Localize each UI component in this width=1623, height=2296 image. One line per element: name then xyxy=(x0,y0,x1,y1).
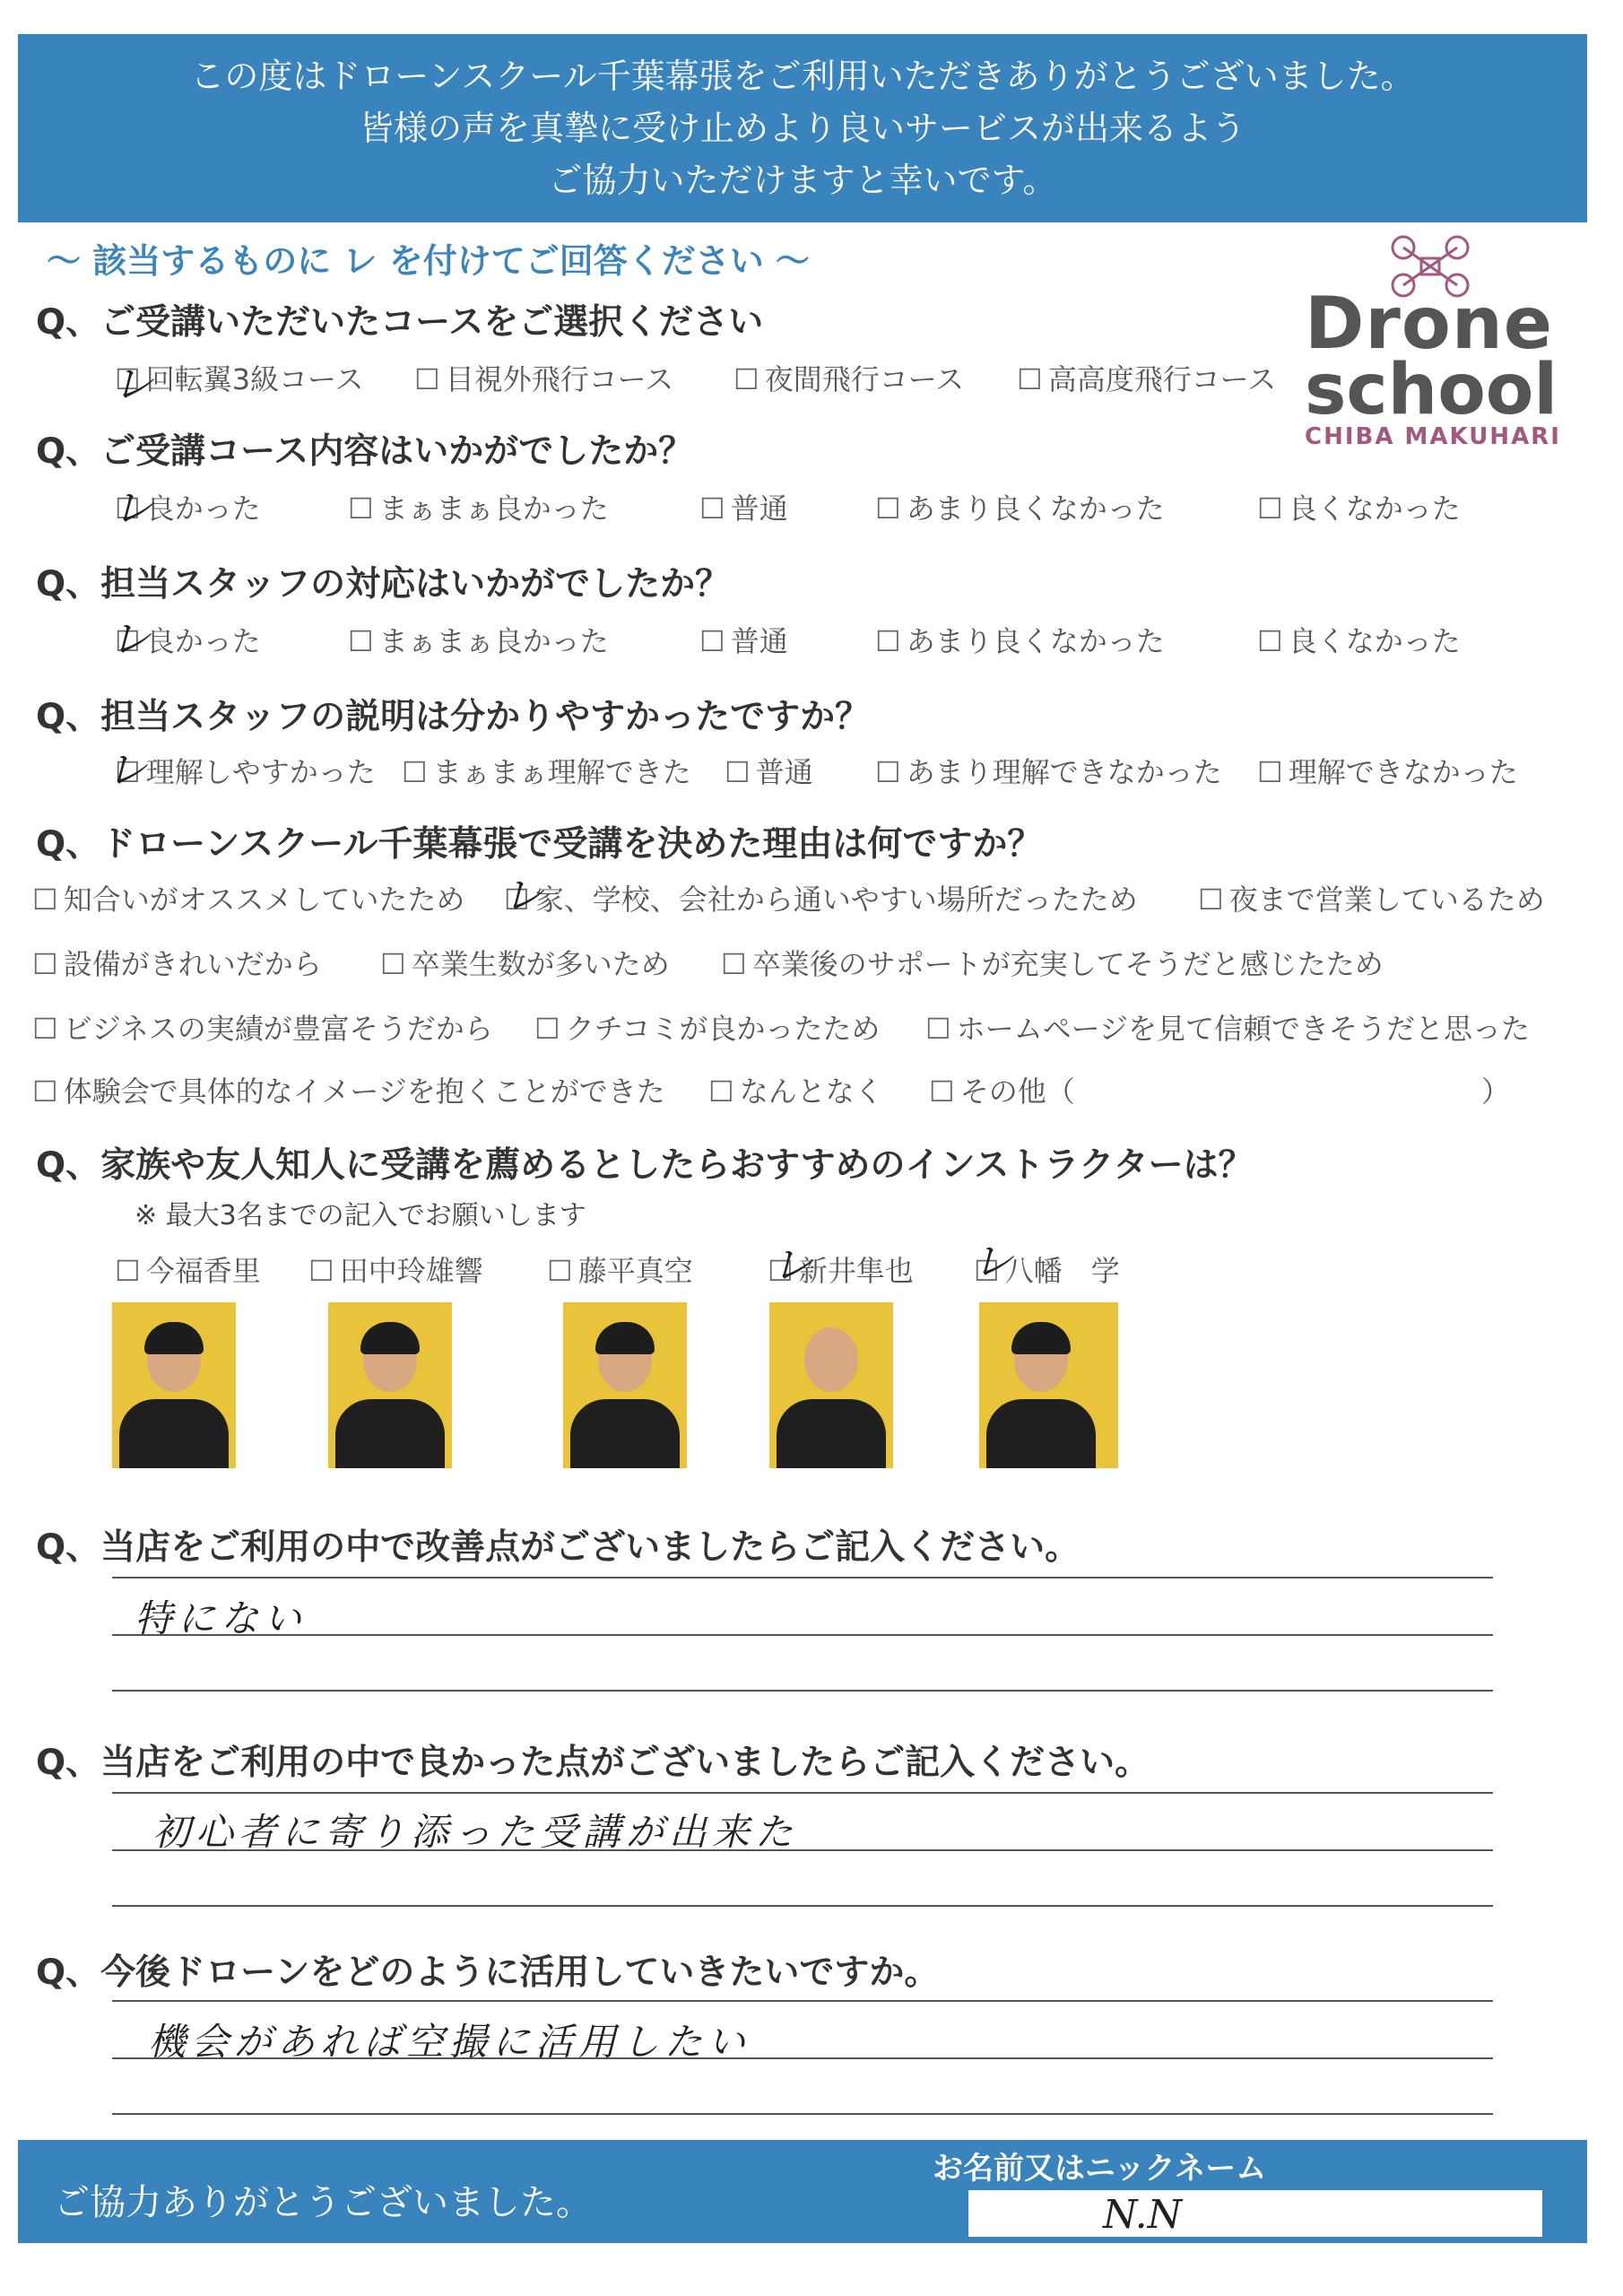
reason-convenient-location[interactable]: ☐ 家、学校、会社から通いやすい場所だったため xyxy=(504,877,1138,918)
footer-banner xyxy=(18,2140,1587,2243)
option-not-very-good[interactable]: ☐ あまり良くなかった xyxy=(875,619,1165,660)
option-night[interactable]: ☐ 夜間飛行コース xyxy=(733,357,964,398)
reason-support[interactable]: ☐ 卒業後のサポートが充実してそうだと感じたため xyxy=(721,942,1384,983)
instructor-photo-5 xyxy=(979,1302,1118,1468)
reason-open-late[interactable]: ☐ 夜まで営業しているため xyxy=(1198,877,1545,918)
question-reason: Q、ドローンスクール千葉幕張で受講を決めた理由は何ですか？ xyxy=(36,824,1043,865)
option-not-good[interactable]: ☐ 良くなかった xyxy=(1257,486,1461,527)
option-average[interactable]: ☐ 普通 xyxy=(699,486,788,527)
reason-other-close: ） xyxy=(1481,1074,1511,1109)
question-staff-response: Q、担当スタッフの対応はいかがでしたか？ xyxy=(36,564,731,604)
instructor-option-5[interactable]: ☐ 八幡 学 xyxy=(974,1248,1120,1290)
option-rotor-3rd[interactable]: ☐ 回転翼3級コース xyxy=(115,357,363,398)
reason-no-reason[interactable]: ☐ なんとなく xyxy=(708,1069,883,1110)
question-future-use: Q、今後ドローンをどのように活用していきたいですか。 xyxy=(36,1952,940,1993)
name-field[interactable] xyxy=(968,2190,1542,2237)
instruction-text: ～ 該当するものに レ を付けてご回答ください ～ xyxy=(47,241,810,281)
question-improvement: Q、当店をご利用の中で改善点がございましたらご記入ください。 xyxy=(36,1527,1081,1568)
instructor-option-4[interactable]: ☐ 新井隼也 xyxy=(768,1248,914,1290)
reason-many-graduates[interactable]: ☐ 卒業生数が多いため xyxy=(380,942,670,983)
logo-drone-word: Drone xyxy=(1305,282,1554,365)
option-easy-understand[interactable]: ☐ 理解しやすかった xyxy=(115,750,376,791)
instructor-photo-4 xyxy=(769,1302,893,1468)
header-line-2: 皆様の声を真摯に受け止めより良いサービスが出来るよう xyxy=(359,109,1245,148)
option-not-good[interactable]: ☐ 良くなかった xyxy=(1257,619,1461,660)
question-instructor: Q、家族や友人知人に受講を薦めるとしたらおすすめのインストラクターは？ xyxy=(36,1145,1254,1186)
instructor-option-1[interactable]: ☐ 今福香里 xyxy=(115,1248,261,1290)
instructor-photo-1 xyxy=(112,1302,236,1468)
logo-school-word: school xyxy=(1305,350,1558,430)
instructor-option-3[interactable]: ☐ 藤平真空 xyxy=(547,1248,693,1290)
option-good[interactable]: ☐ 良かった xyxy=(115,486,261,527)
header-line-3: ご協力いただけますと幸いです。 xyxy=(548,161,1057,200)
answer-line xyxy=(112,1792,1493,1794)
option-not-understand[interactable]: ☐ 理解できなかった xyxy=(1257,750,1518,791)
answer-line xyxy=(112,2057,1493,2059)
checkmark: レ xyxy=(106,745,147,794)
option-fairly-understand[interactable]: ☐ まぁまぁ理解できた xyxy=(402,750,691,791)
checkmark: レ xyxy=(112,483,153,532)
footer-thanks: ご協力ありがとうございました。 xyxy=(54,2182,592,2223)
answer-line xyxy=(112,1577,1493,1578)
reason-clean-facility[interactable]: ☐ 設備がきれいだから xyxy=(32,942,322,983)
option-not-very-good[interactable]: ☐ あまり良くなかった xyxy=(875,486,1165,527)
drone-school-logo xyxy=(1300,235,1561,459)
checkmark: レ xyxy=(771,1240,812,1289)
answer-good-points: 初心者に寄り添った受講が出来た xyxy=(152,1810,799,1854)
option-hardly-understand[interactable]: ☐ あまり理解できなかった xyxy=(875,750,1222,791)
option-average[interactable]: ☐ 普通 xyxy=(699,619,788,660)
reason-reviews[interactable]: ☐ クチコミが良かったため xyxy=(534,1006,880,1048)
instructor-option-2[interactable]: ☐ 田中玲雄響 xyxy=(308,1248,483,1290)
instructor-photo-3 xyxy=(563,1302,687,1468)
checkmark: レ xyxy=(502,871,543,919)
checkmark: レ xyxy=(972,1237,1013,1285)
instructor-note: ※ 最大3名までの記入でお願いします xyxy=(135,1200,586,1231)
instructor-photo-2 xyxy=(328,1302,452,1468)
checkmark: レ xyxy=(109,614,151,663)
header-banner xyxy=(18,34,1587,222)
answer-line xyxy=(112,1634,1493,1636)
option-bvlos[interactable]: ☐ 目視外飛行コース xyxy=(414,357,673,398)
option-fairly-good[interactable]: ☐ まぁまぁ良かった xyxy=(348,619,609,660)
logo-location: CHIBA MAKUHARI xyxy=(1305,423,1561,450)
reason-other[interactable]: ☐ その他（ xyxy=(929,1069,1075,1110)
header-line-1: この度はドローンスクール千葉幕張をご利用いただきありがとうございました。 xyxy=(190,57,1415,96)
answer-line xyxy=(112,1849,1493,1851)
answer-future-use: 機会があれば空撮に活用したい xyxy=(148,2020,751,2064)
reason-business-record[interactable]: ☐ ビジネスの実績が豊富そうだから xyxy=(32,1006,493,1048)
question-staff-explanation: Q、担当スタッフの説明は分かりやすかったですか？ xyxy=(36,697,871,737)
answer-line xyxy=(112,2113,1493,2115)
option-fairly-good[interactable]: ☐ まぁまぁ良かった xyxy=(348,486,609,527)
option-good[interactable]: ☐ 良かった xyxy=(115,619,261,660)
option-average[interactable]: ☐ 普通 xyxy=(725,750,813,791)
answer-line xyxy=(112,1905,1493,1907)
name-value: N.N xyxy=(1103,2192,1183,2238)
checkmark: レ xyxy=(112,360,153,408)
reason-recommended[interactable]: ☐ 知合いがオススメしていたため xyxy=(32,877,464,918)
name-label: お名前又はニックネーム xyxy=(933,2151,1267,2187)
reason-website[interactable]: ☐ ホームページを見て信頼できそうだと思った xyxy=(925,1006,1530,1048)
question-course-content: Q、ご受講コース内容はいかがでしたか？ xyxy=(36,431,694,472)
question-course: Q、ご受講いただいたコースをご選択ください xyxy=(36,302,764,343)
question-good-points: Q、当店をご利用の中で良かった点がございましたらご記入ください。 xyxy=(36,1743,1150,1783)
reason-trial-session[interactable]: ☐ 体験会で具体的なイメージを抱くことができた xyxy=(32,1069,665,1110)
answer-improvement: 特にない xyxy=(135,1596,308,1640)
answer-line xyxy=(112,2000,1493,2002)
option-high-altitude[interactable]: ☐ 高高度飛行コース xyxy=(1017,357,1276,398)
answer-line xyxy=(112,1690,1493,1692)
